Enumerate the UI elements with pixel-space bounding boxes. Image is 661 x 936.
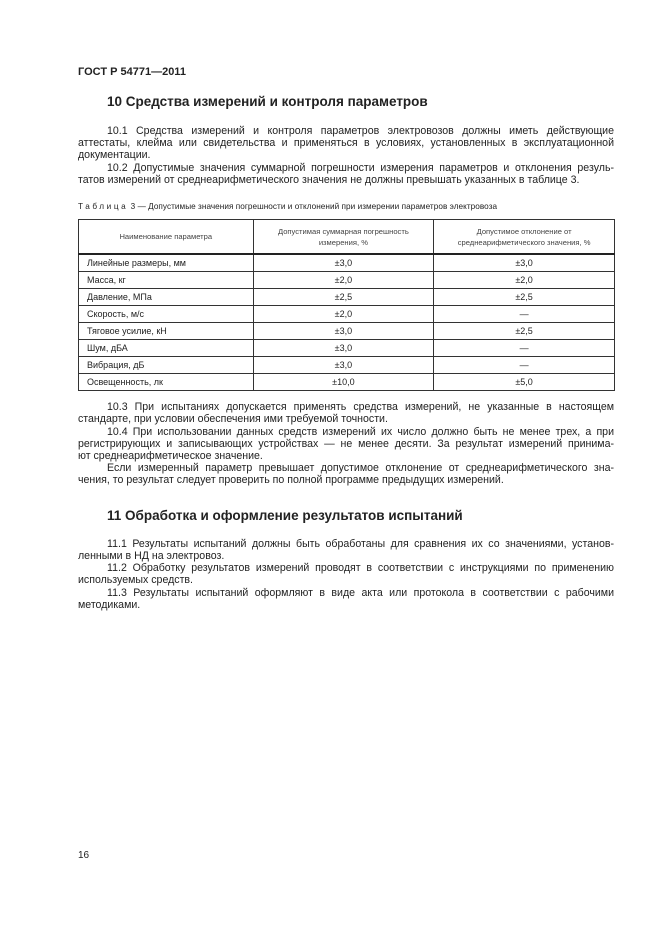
value-cell: ±10,0: [253, 374, 434, 391]
text-line: 11.2 Обработку результатов измерений проводят в соответствии с инструкциями по применению: [107, 562, 614, 574]
text-line: ют среднеарифметическое значение.: [78, 450, 263, 463]
paragraph-10-4: [78, 426, 614, 463]
value-cell: —: [434, 357, 615, 374]
value-cell: ±2,5: [434, 323, 615, 340]
parameter-name-cell: Масса, кг: [79, 272, 254, 289]
parameter-name-cell: Давление, МПа: [79, 289, 254, 306]
table-row: [79, 254, 615, 272]
table-caption: [78, 202, 614, 211]
value-cell: ±3,0: [253, 340, 434, 357]
paragraph-10-1: [78, 125, 614, 162]
value-cell: ±2,5: [434, 289, 615, 306]
paragraph-11-1: [78, 538, 614, 562]
column-header: Допустимое отклонение от среднеарифметического значения, %: [434, 220, 615, 255]
text-line: 11.3 Результаты испытаний оформляют в виде акта или протокола в соответствии с рабочими: [107, 587, 614, 599]
paragraph-deviation: [78, 462, 614, 486]
text-line: 10.1 Средства измерений и контроля параметров электровозов должны иметь действующие: [107, 125, 614, 137]
column-header: Допустимая суммарная погрешность измерения, %: [253, 220, 434, 255]
parameter-name-cell: Шум, дБА: [79, 340, 254, 357]
text-line: стандарте, при условии обеспечения ими требуемой точности.: [78, 413, 388, 426]
text-line: 11.1 Результаты испытаний должны быть обработаны для сравнения их со значениями, установ-: [107, 538, 614, 550]
table-row: [79, 340, 615, 357]
table-row: [79, 374, 615, 391]
value-cell: ±2,5: [253, 289, 434, 306]
table-row: [79, 306, 615, 323]
text-line: ленными в НД на электровоз.: [78, 550, 225, 563]
value-cell: ±3,0: [253, 357, 434, 374]
value-cell: ±5,0: [434, 374, 615, 391]
text-line: используемых средств.: [78, 574, 194, 587]
value-cell: —: [434, 306, 615, 323]
text-line: Если измеренный параметр превышает допустимое отклонение от среднеарифметического зна-: [107, 462, 614, 474]
value-cell: ±2,0: [253, 306, 434, 323]
text-line: методиками.: [78, 599, 141, 612]
value-cell: ±3,0: [253, 323, 434, 340]
table-caption-label: Таблица: [78, 202, 129, 211]
column-header: Наименование параметра: [79, 220, 254, 255]
section-10-title: 10 Средства измерений и контроля параметров: [107, 94, 428, 109]
value-cell: ±3,0: [434, 254, 615, 272]
table-row: [79, 323, 615, 340]
parameter-name-cell: Линейные размеры, мм: [79, 254, 254, 272]
parameter-name-cell: Освещенность, лк: [79, 374, 254, 391]
text-line: татов измерений от среднеарифметического значения не должны превышать указанных в таблице 3.: [78, 174, 580, 187]
text-line: аттестаты, клейма или свидетельства и применяться в условиях, установленных в эксплуатационной: [78, 137, 614, 150]
value-cell: ±3,0: [253, 254, 434, 272]
paragraph-11-2: [78, 562, 614, 586]
table-row: [79, 289, 615, 306]
parameter-name-cell: Вибрация, дБ: [79, 357, 254, 374]
table-row: [79, 272, 615, 289]
text-line: регистрирующих и записывающих устройствах — не менее десяти. За результат измерений принима-: [78, 438, 614, 451]
value-cell: ±2,0: [434, 272, 615, 289]
parameter-name-cell: Скорость, м/с: [79, 306, 254, 323]
paragraph-10-3: [78, 401, 614, 425]
paragraph-11-3: [78, 587, 614, 611]
parameters-table: [78, 219, 615, 391]
table-caption-text: 3 — Допустимые значения погрешности и отклонений при измерении параметров электровоза: [128, 202, 498, 211]
parameter-name-cell: Тяговое усилие, кН: [79, 323, 254, 340]
paragraph-10-2: [78, 162, 614, 186]
value-cell: —: [434, 340, 615, 357]
text-line: 10.2 Допустимые значения суммарной погрешности измерения параметров и отклонения резуль-: [107, 162, 614, 174]
text-line: документации.: [78, 149, 151, 162]
table-row: [79, 357, 615, 374]
value-cell: ±2,0: [253, 272, 434, 289]
text-line: 10.4 При использовании данных средств измерений их число должно быть не менее трех, а при: [107, 426, 614, 438]
text-line: 10.3 При испытаниях допускается применять средства измерений, не указанные в настоящем: [107, 401, 614, 413]
section-11-title: 11 Обработка и оформление результатов испытаний: [107, 508, 463, 523]
page-number: 16: [78, 850, 90, 861]
document-header: ГОСТ Р 54771—2011: [78, 66, 186, 78]
text-line: чения, то результат следует проверить по полной программе предыдущих измерений.: [78, 474, 504, 487]
